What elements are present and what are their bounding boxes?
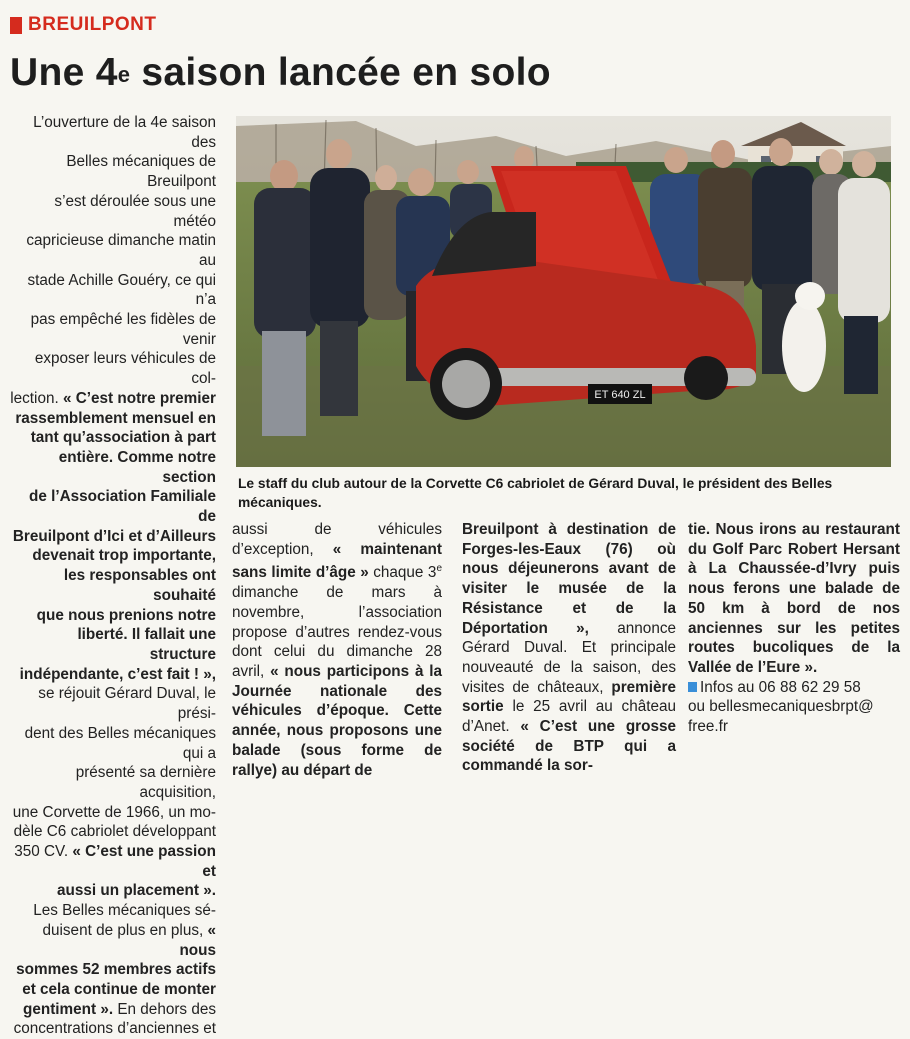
article-photo [236,116,891,467]
info-square-icon [688,682,697,692]
column-4: tie. Nous irons au restaurant du Golf Parc Robert Hersant à La Chaussée-d’Ivry puis nous ferons une balade de 50 km à bord de nos anciennes sur les petites routes bucoliques de la Vallée de l’Eure ». Infos au 06 88 62 29 58 ou bellesmecaniquesbrpt@ free.fr [688,521,900,736]
section-name: BREUILPONT [28,14,157,35]
corvette-photo-illustration [236,116,891,467]
paragraph-members: Les Belles mécaniques sé- duisent de plus en plus, « nous sommes 52 membres actifs et cela continue de monter gentiment ». En dehors des concentrations d’anciennes et [13,902,216,1038]
section-marker [10,17,22,34]
photo-caption: Le staff du club autour de la Corvette C6 cabriolet de Gérard Duval, le président des Belles mécaniques. [238,476,833,510]
section-tag [10,14,157,36]
column-3: Breuilpont à destination de Forges-les-Eaux (76) où nous déjeunerons avant de visiter le musée de la Résistance et de la Déportation », annonce Gérard Duval. Et principale nouveauté de la saison, des visites de châteaux, première sortie le 25 avril au château d’Anet. « C’est une grosse société de BTP qui a commandé la sor- [462,521,676,775]
column-2: aussi de véhicules d’exception, « maintenant sans limite d’âge » chaque 3e dimanche de mars à novembre, l’association propose d’autres rendez-vous dont celui du dimanche 28 avril, « nous participons à la Journée nationale des véhicules d’époque. Cette année, nous proposons une balade (sous forme de rallye) au départ de [232,521,443,779]
headline: Une 4e saison lancée en solo [10,51,551,94]
column-1 [10,113,216,1039]
license-plate-text: ET 640 ZL [594,389,646,401]
info-contact: Infos au 06 88 62 29 58 ou bellesmecaniquesbrpt@ free.fr [688,678,874,736]
paragraph-intro: L’ouverture de la 4e saison des Belles mécaniques de Breuilpont s’est déroulée sous une météo capricieuse dimanche matin au stade Achille Gouéry, ce qui n’a pas empêché les fidèles de venir exposer leurs véhicules de col- lection. « C’est notre premier rassemblement mensuel en tant qu’association à part entière. Comme notre section de l’Association Familiale de Breuilpont d’Ici et d’Ailleurs devenait trop importante, les responsables ont souhaité que nous prenions notre liberté. Il fallait une structure indépendante, c’est fait ! », se réjouit Gérard Duval, le prési- dent des Belles mécaniques qui a présenté sa dernière acquisition, une Corvette de 1966, un mo- dèle C6 cabriolet développant 350 CV. « C’est une passion et aussi un placement ». [10,114,216,900]
